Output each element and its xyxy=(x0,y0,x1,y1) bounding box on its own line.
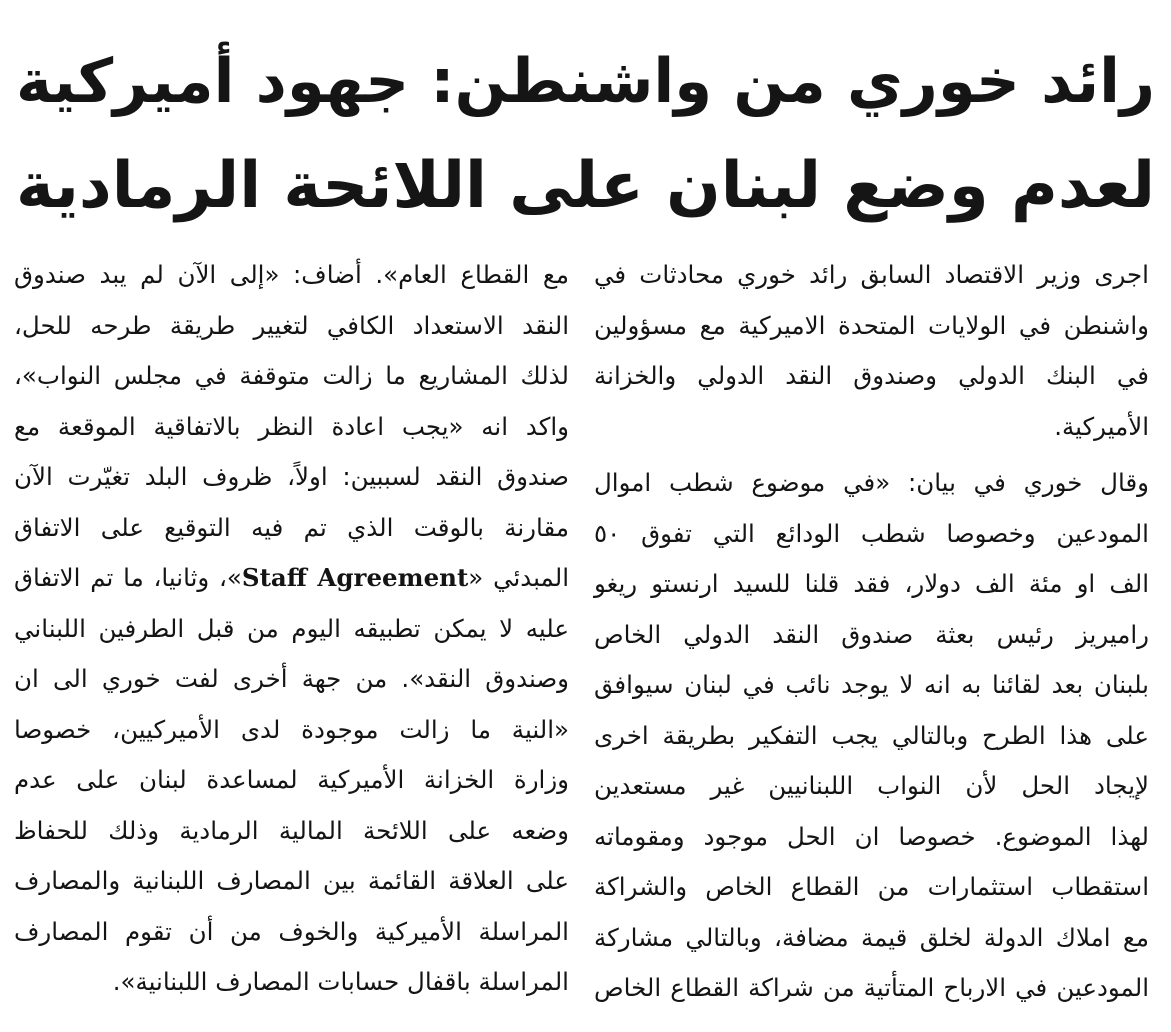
text-line: واشنطن في الولايات المتحدة الاميركية مع مسؤولين xyxy=(594,310,1149,340)
text-line: المراسلة باقفال حسابات المصارف اللبنانية». xyxy=(112,967,569,996)
paragraph-intro xyxy=(594,250,1149,452)
text-line: الف او مئة الف دولار، فقد قلنا للسيد ارنستو ريغو xyxy=(594,569,1149,598)
headline-line-1: رائد خوري من واشنطن: جهود أميركية xyxy=(16,46,1155,117)
text-line: وزارة الخزانة الأميركية لمساعدة لبنان على عدم xyxy=(14,765,569,794)
text-line-staff-agreement xyxy=(14,553,569,604)
text-line: راميريز رئيس بعثة صندوق النقد الدولي الخاص xyxy=(594,619,1149,649)
text-line: وضعه على اللائحة المالية الرمادية وذلك للحفاظ xyxy=(14,815,569,845)
text-line: وقال خوري في بيان: «في موضوع شطب اموال xyxy=(594,468,1149,497)
text-line: اجرى وزير الاقتصاد السابق رائد خوري محادثات في xyxy=(594,260,1149,289)
text-line: المودعين في الارباح المتأتية من شراكة القطاع الخاص xyxy=(594,973,1149,1002)
text-fragment: المبدئي « xyxy=(468,563,569,592)
text-line: استقطاب استثمارات من القطاع الخاص والشراكة xyxy=(594,872,1149,901)
article-column-right xyxy=(594,250,1149,1014)
text-line: المراسلة الأميركية والخوف من أن تقوم المصارف xyxy=(14,916,569,946)
text-line: الأميركية. xyxy=(1054,411,1149,441)
headline xyxy=(10,30,1161,238)
text-line: لإيجاد الحل لأن النواب اللبنانيين غير مستعدين xyxy=(594,771,1149,800)
paragraph-statement xyxy=(594,458,1149,1014)
text-fragment: »، وثانيا، ما تم الاتفاق xyxy=(14,563,242,592)
text-line: صندوق النقد لسببين: اولاً، ظروف البلد تغيّرت الآن xyxy=(14,462,569,491)
staff-agreement-term: Staff Agreement xyxy=(241,563,469,592)
text-line: مع املاك الدولة لخلق قيمة مضافة، وبالتالي مشاركة xyxy=(594,922,1149,952)
text-line: لهذا الموضوع. خصوصا ان الحل موجود ومقوماته xyxy=(594,821,1149,851)
text-line: النقد الاستعداد الكافي لتغيير طريقة طرحه للحل، xyxy=(14,310,569,340)
article-column-left xyxy=(14,250,569,1008)
text-line: في البنك الدولي وصندوق النقد الدولي والخزانة xyxy=(594,361,1149,390)
text-line: على العلاقة القائمة بين المصارف اللبنانية والمصارف xyxy=(14,866,569,895)
text-line: وصندوق النقد». من جهة أخرى لفت خوري الى ان xyxy=(14,664,569,693)
text-line: عليه لا يمكن تطبيقه اليوم من قبل الطرفين اللبناني xyxy=(14,613,569,643)
headline-line-2: لعدم وضع لبنان على اللائحة الرمادية xyxy=(16,149,1155,223)
text-line: مقارنة بالوقت الذي تم فيه التوقيع على الاتفاق xyxy=(14,512,569,542)
text-line: لذلك المشاريع ما زالت متوقفة في مجلس النواب»، xyxy=(14,361,569,390)
text-line: «النية ما زالت موجودة لدى الأميركيين، خصوصا xyxy=(14,714,569,744)
text-line: المودعين وخصوصا شطب الودائع التي تفوق ٥٠ xyxy=(594,518,1149,548)
text-line: بلبنان بعد لقائنا به انه لا يوجد نائب في لبنان سيوافق xyxy=(594,670,1149,699)
text-line: واكد انه «يجب اعادة النظر بالاتفاقية الموقعة مع xyxy=(14,411,569,441)
text-line: مع القطاع العام». أضاف: «إلى الآن لم يبد صندوق xyxy=(14,260,569,289)
text-line: على هذا الطرح وبالتالي يجب التفكير بطريقة اخرى xyxy=(594,720,1149,750)
